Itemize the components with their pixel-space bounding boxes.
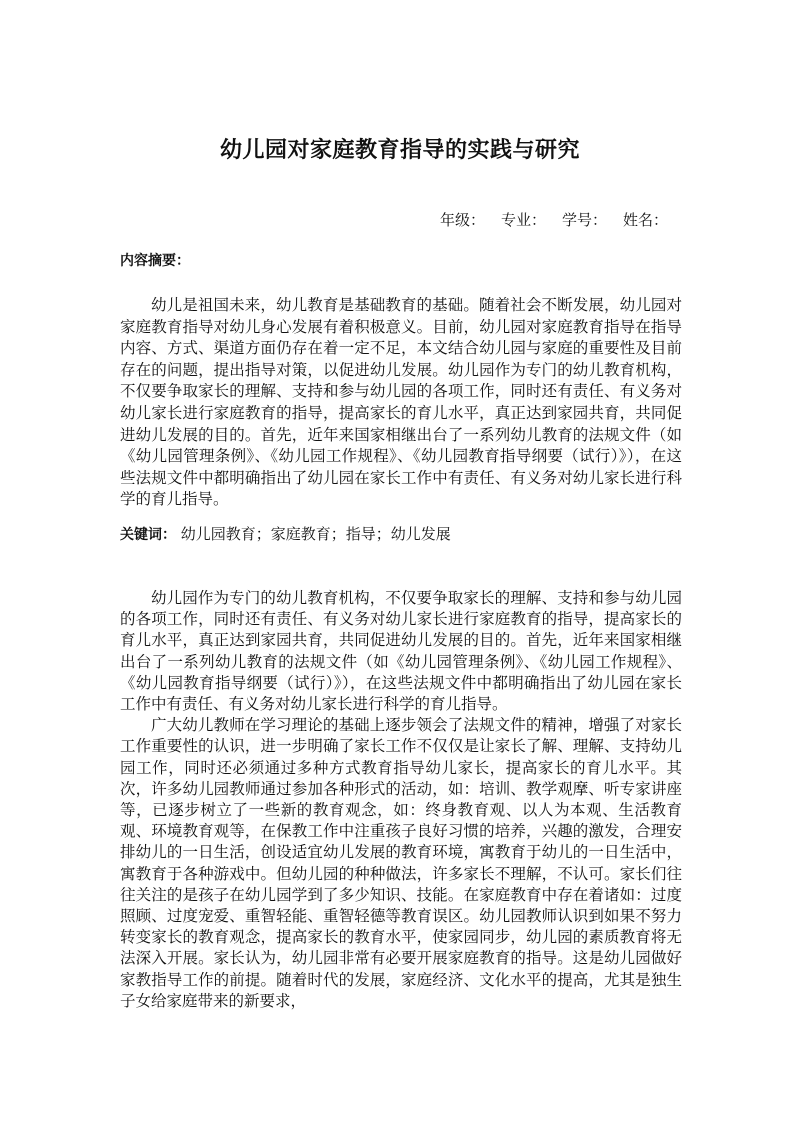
body-paragraph-1: 幼儿园作为专门的幼儿教育机构，不仅要争取家长的理解、支持和参与幼儿园的各项工作，同时还有责任、有义务对幼儿家长进行家庭教育的指导，提高家长的育儿水平，真正达到家园共育，共同促进幼儿发展的目的。首先，近年来国家相继出台了一系列幼儿教育的法规文件（如《幼儿园管理条例》、《幼儿园工作规程》、《幼儿园教育指导纲要（试行）》），在这些法规文件中都明确指出了幼儿园在家长工作中有责任、有义务对幼儿家长进行科学的育儿指导。 (120, 589, 682, 714)
body-section (120, 588, 682, 1012)
name-label: 姓名： (622, 211, 668, 229)
abstract-heading: 内容摘要： (120, 253, 190, 269)
grade-label: 年级： (439, 211, 485, 229)
major-label: 专业： (500, 211, 546, 229)
student-info-row (440, 208, 668, 232)
keywords-text: 幼儿园教育；家庭教育；指导；幼儿发展 (180, 525, 451, 543)
body-paragraph-2: 广大幼儿教师在学习理论的基础上逐步领会了法规文件的精神，增强了对家长工作重要性的认识，进一步明确了家长工作不仅仅是让家长了解、理解、支持幼儿园工作，同时还必须通过多种方式教育指导幼儿家长，提高家长的育儿水平。其次，许多幼儿园教师通过参加各种形式的活动，如：培训、教学观摩、听专家讲座等，已逐步树立了一些新的教育观念，如：终身教育观、以人为本观、生活教育观、环境教育观等，在保教工作中注重孩子良好习惯的培养，兴趣的激发，合理安排幼儿的一日生活，创设适宜幼儿发展的教育环境，寓教育于幼儿的一日生活中，寓教育于各种游戏中。但幼儿园的种种做法，许多家长不理解，不认可。家长们往往关注的是孩子在幼儿园学到了多少知识、技能。在家庭教育中存在着诸如：过度照顾、过度宠爱、重智轻能、重智轻德等教育误区。幼儿园教师认识到如果不努力转变家长的教育观念，提高家长的教育水平，使家园同步，幼儿园的素质教育将无法深入开展。家长认为，幼儿园非常有必要开展家庭教育的指导。这是幼儿园做好家教指导工作的前提。随着时代的发展，家庭经济、文化水平的提高，尤其是独生子女给家庭带来的新要求， (120, 716, 682, 1010)
abstract-text: 幼儿是祖国未来，幼儿教育是基础教育的基础。随着社会不断发展，幼儿园对家庭教育指导对幼儿身心发展有着积极意义。目前，幼儿园对家庭教育指导在指导内容、方式、渠道方面仍存在着一定不足，本文结合幼儿园与家庭的重要性及目前存在的问题，提出指导对策，以促进幼儿发展。幼儿园作为专门的幼儿教育机构，不仅要争取家长的理解、支持和参与幼儿园的各项工作，同时还有责任、有义务对幼儿家长进行家庭教育的指导，提高家长的育儿水平，真正达到家园共育，共同促进幼儿发展的目的。首先，近年来国家相继出台了一系列幼儿教育的法规文件（如《幼儿园管理条例》、《幼儿园工作规程》、《幼儿园教育指导纲要（试行）》），在这些法规文件中都明确指出了幼儿园在家长工作中有责任、有义务对幼儿家长进行科学的育儿指导。 (120, 296, 682, 509)
document-title: 幼儿园对家庭教育指导的实践与研究 (219, 138, 580, 163)
student-id-label: 学号： (561, 211, 607, 229)
keywords-line (120, 522, 680, 547)
keywords-heading: 关键词： (120, 527, 176, 543)
